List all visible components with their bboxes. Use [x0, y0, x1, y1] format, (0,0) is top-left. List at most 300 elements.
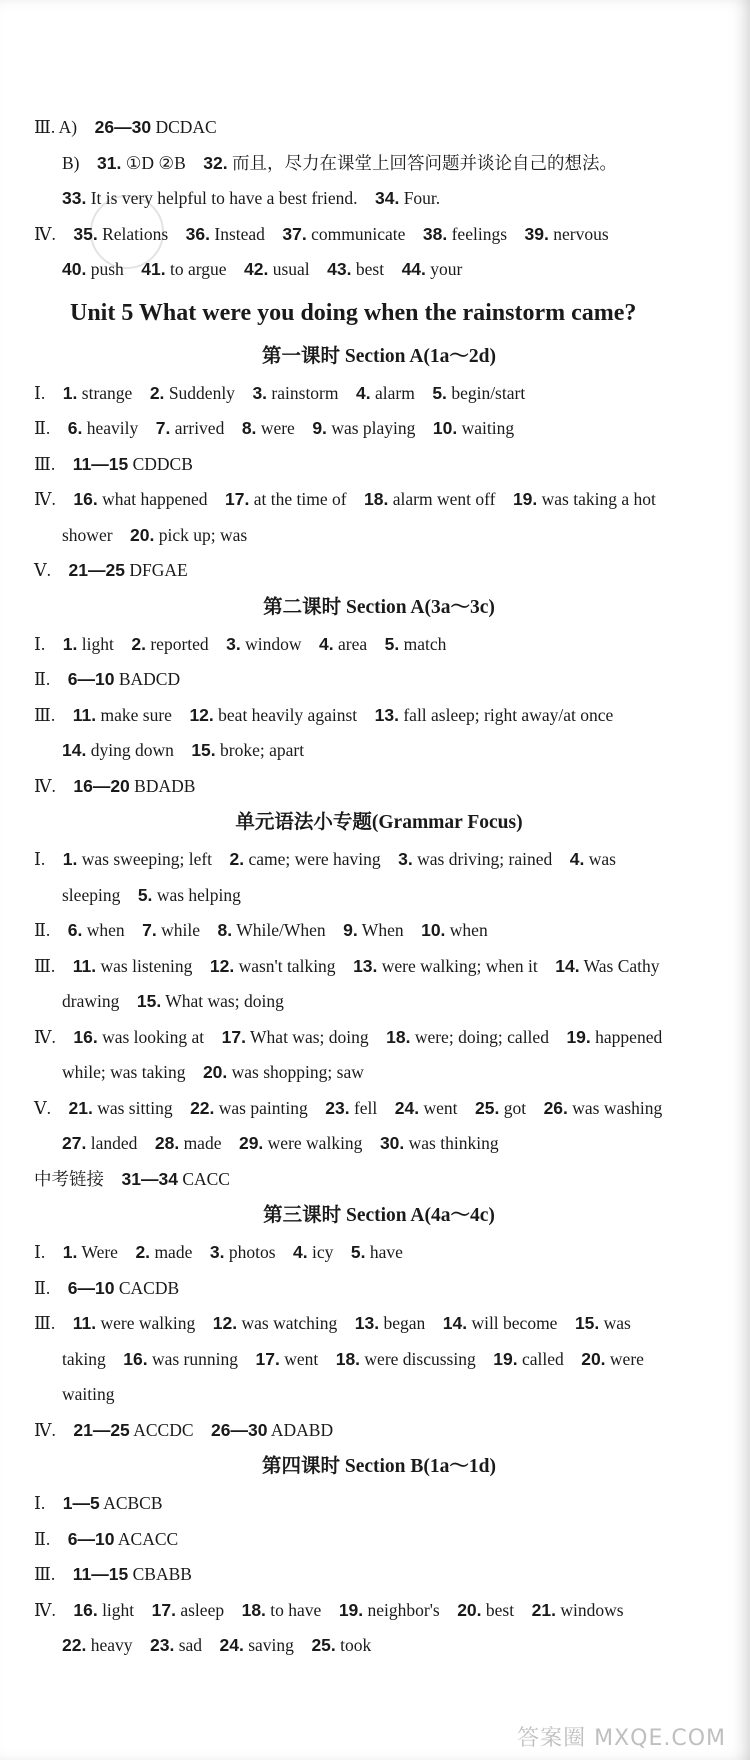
answer-run: 20.: [457, 1599, 482, 1620]
answer-line: [34, 878, 724, 914]
answer-run: 2.: [131, 633, 146, 654]
answer-run: ACACC: [117, 1528, 179, 1549]
answer-run: was taking a hot: [541, 489, 656, 509]
answer-run: 16.: [73, 1026, 98, 1047]
answer-run: went: [423, 1097, 458, 1118]
spacer: [173, 1098, 191, 1118]
answer-run: 18.: [241, 1599, 266, 1620]
spacer: [45, 383, 63, 403]
answer-run: 17.: [255, 1348, 280, 1369]
answer-run: begin/start: [451, 382, 526, 403]
spacer: [132, 383, 150, 403]
answer-run: were: [609, 1348, 644, 1369]
answer-run: was driving; rained: [417, 849, 553, 869]
spacer: [56, 224, 74, 244]
answer-run: 25.: [311, 1635, 336, 1655]
answer-run: made: [183, 1133, 222, 1153]
answer-run: 7.: [142, 920, 157, 940]
answer-run: Ⅱ.: [34, 418, 51, 438]
answer-run: will become: [471, 1313, 558, 1333]
spacer: [51, 1098, 69, 1118]
answer-run: your: [430, 259, 463, 279]
answer-run: communicate: [311, 223, 406, 244]
spacer: [133, 1635, 151, 1655]
answer-line: [34, 1342, 724, 1378]
spacer: [195, 1313, 213, 1333]
answer-run: happened: [595, 1026, 663, 1047]
answer-run: came; were having: [248, 849, 381, 869]
answer-run: 3.: [209, 1242, 225, 1262]
spacer: [209, 634, 227, 654]
spacer: [308, 1098, 326, 1118]
answer-run: ①D ②B: [125, 152, 186, 173]
spacer: [476, 1349, 494, 1369]
spacer: [50, 1529, 68, 1549]
spacer: [50, 920, 68, 940]
answer-run: While/When: [236, 920, 326, 940]
answer-run: 21.: [531, 1599, 556, 1620]
answer-run: 25.: [475, 1097, 500, 1118]
answer-run: 35.: [73, 223, 98, 244]
spacer: [339, 383, 357, 403]
answer-run: 19.: [512, 489, 538, 509]
answer-run: got: [503, 1097, 527, 1118]
answer-run: match: [403, 633, 447, 654]
answer-run: 12.: [209, 955, 235, 976]
answer-run: was thinking: [408, 1133, 499, 1153]
answer-run: 10.: [432, 418, 458, 438]
spacer: [55, 956, 73, 976]
answer-line: [34, 1235, 724, 1271]
answer-run: 44.: [401, 259, 426, 279]
answer-run: 3.: [398, 849, 413, 869]
answer-line: [34, 949, 724, 985]
spacer: [134, 1600, 152, 1620]
answer-run: ACCDC: [133, 1419, 194, 1440]
answer-run: DFGAE: [129, 560, 188, 580]
answer-run: Was Cathy: [583, 955, 660, 976]
answer-run: was washing: [572, 1097, 663, 1118]
spacer: [55, 1313, 73, 1333]
answer-line: [34, 1593, 724, 1629]
answer-run: What was; doing: [250, 1026, 369, 1047]
answer-run: Ⅳ.: [34, 1419, 56, 1440]
answer-line: [34, 1091, 724, 1127]
answer-line: [34, 110, 724, 146]
spacer: [235, 383, 253, 403]
answer-run: 18.: [364, 489, 389, 509]
answer-line: [34, 376, 724, 412]
answer-run: was sweeping; left: [81, 849, 213, 869]
answer-run: made: [154, 1242, 193, 1262]
answer-line: [34, 411, 724, 447]
answer-run: It is very helpful to have a best friend.: [90, 188, 358, 208]
answer-run: 14.: [555, 955, 580, 976]
answer-run: alarm: [374, 382, 415, 403]
spacer: [77, 117, 95, 137]
answer-run: ADABD: [270, 1419, 334, 1440]
answer-run: 11—15: [72, 1564, 129, 1584]
answer-run: neighbor's: [367, 1599, 440, 1620]
answer-run: took: [340, 1635, 372, 1655]
answer-run: Ⅳ.: [34, 223, 56, 244]
answer-run: Ⅳ.: [34, 1026, 56, 1047]
spacer: [326, 920, 344, 940]
answer-line: [34, 842, 724, 878]
answer-run: 40.: [62, 259, 87, 279]
answer-run: 1.: [62, 382, 78, 403]
answer-run: 17.: [221, 1026, 246, 1047]
answer-run: CACDB: [118, 1277, 180, 1298]
answer-run: while; was taking: [62, 1062, 186, 1082]
answer-run: 20.: [130, 524, 155, 545]
answer-run: 29.: [238, 1133, 264, 1153]
spacer: [118, 1242, 136, 1262]
spacer: [208, 489, 226, 509]
answer-run: 13.: [374, 704, 399, 725]
answer-run: best: [485, 1599, 515, 1620]
answer-run: windows: [560, 1599, 624, 1620]
answer-run: 15.: [574, 1313, 600, 1333]
answer-line: [34, 1413, 724, 1449]
spacer: [192, 956, 210, 976]
answer-line: [34, 1557, 724, 1593]
answer-run: when: [86, 920, 125, 940]
answer-run: CBABB: [132, 1564, 192, 1584]
answer-run: 18.: [335, 1348, 361, 1369]
answer-run: 20.: [202, 1062, 228, 1082]
answer-run: 3.: [252, 382, 268, 403]
answer-run: 26—30: [211, 1419, 268, 1440]
answer-run: DCDAC: [155, 117, 217, 137]
answer-run: 4.: [356, 382, 371, 403]
answer-line: [34, 1020, 724, 1056]
answer-run: 22.: [190, 1097, 215, 1118]
answer-line: [34, 217, 724, 253]
spacer: [538, 956, 556, 976]
answer-run: arrived: [174, 418, 225, 438]
answer-run: Ⅴ.: [34, 560, 52, 580]
answer-line: [34, 1126, 724, 1162]
answer-run: 39.: [524, 223, 549, 244]
answer-run: Ⅳ.: [34, 1599, 56, 1620]
spacer: [336, 956, 354, 976]
answer-run: light: [81, 633, 114, 654]
answer-run: 1.: [62, 633, 78, 654]
spacer: [415, 383, 433, 403]
answer-run: Ⅱ.: [34, 920, 51, 940]
spacer: [549, 1027, 567, 1047]
answer-run: 21—25: [68, 560, 125, 580]
spacer: [526, 1098, 544, 1118]
spacer: [119, 991, 137, 1011]
answer-run: 8.: [217, 920, 233, 940]
spacer: [125, 920, 143, 940]
spacer: [358, 188, 376, 208]
answer-run: 5.: [350, 1242, 366, 1262]
answer-run: sad: [178, 1635, 203, 1655]
spacer: [80, 153, 98, 173]
spacer: [45, 634, 63, 654]
answer-run: 16.: [123, 1348, 148, 1369]
answer-run: to have: [270, 1599, 322, 1620]
spacer: [45, 1493, 63, 1513]
answer-line: [34, 447, 724, 483]
unit-title: Unit 5 What were you doing when the rainstorm came?: [70, 299, 637, 326]
answer-run: was looking at: [102, 1026, 205, 1047]
answer-run: 12.: [212, 1313, 238, 1333]
answer-run: fall asleep; right away/at once: [403, 704, 614, 725]
spacer: [56, 1027, 74, 1047]
answer-run: was: [588, 849, 616, 869]
answer-run: Four.: [403, 188, 441, 208]
spacer: [50, 418, 68, 438]
spacer: [104, 1169, 122, 1189]
answer-run: 20.: [581, 1348, 606, 1369]
answer-line: [34, 698, 724, 734]
answer-line: [34, 146, 724, 182]
answer-run: 6—10: [67, 1528, 115, 1549]
answer-line: [34, 1522, 724, 1558]
spacer: [295, 418, 313, 438]
section-heading: 第二课时 Section A(3a～3c): [263, 596, 495, 618]
spacer: [221, 1133, 239, 1153]
spacer: [200, 920, 218, 940]
answer-run: was running: [151, 1348, 238, 1369]
spacer: [138, 418, 156, 438]
answer-run: 4.: [569, 849, 585, 869]
answer-run: 31.: [97, 152, 122, 173]
section-heading: 第一课时 Section A(1a～2d): [261, 345, 496, 367]
answer-line: [34, 913, 724, 949]
answer-line: [34, 181, 724, 217]
answer-run: 42.: [244, 259, 269, 279]
answer-run: 1.: [62, 1242, 78, 1262]
spacer: [50, 1278, 68, 1298]
answer-run: shower: [62, 524, 113, 545]
spacer: [194, 1420, 212, 1440]
answer-run: 19.: [566, 1026, 591, 1047]
spacer: [204, 1027, 222, 1047]
answer-run: 33.: [62, 188, 87, 208]
answer-line: [34, 733, 724, 769]
answer-run: were walking; when it: [381, 955, 538, 976]
answer-run: 38.: [422, 223, 448, 244]
answer-run: strange: [81, 382, 133, 403]
answer-run: went: [284, 1348, 319, 1369]
section-heading: 第三课时 Section A(4a～4c): [263, 1205, 495, 1226]
spacer: [124, 259, 142, 279]
spacer: [321, 1600, 339, 1620]
answer-run: rainstorm: [271, 382, 339, 403]
answer-run: saving: [248, 1635, 294, 1655]
answer-run: at the time of: [253, 489, 347, 509]
answer-run: Ⅰ.: [34, 382, 46, 403]
answer-run: window: [245, 633, 302, 654]
answer-run: Relations: [102, 223, 169, 244]
spacer: [552, 849, 570, 869]
answer-run: 19.: [493, 1348, 518, 1369]
answer-run: push: [90, 259, 124, 279]
spacer: [310, 259, 328, 279]
answer-run: 11.: [72, 704, 97, 725]
answer-run: 17.: [151, 1599, 176, 1620]
answer-run: What was; doing: [165, 991, 284, 1011]
spacer: [302, 634, 320, 654]
answer-line: [34, 984, 724, 1020]
answer-run: waiting: [461, 418, 515, 438]
answer-run: 12.: [189, 704, 214, 725]
answer-run: BADCD: [118, 669, 181, 689]
answer-line: [34, 482, 724, 518]
answer-run: alarm went off: [392, 489, 496, 509]
answer-run: best: [355, 259, 385, 279]
answer-run: have: [369, 1242, 403, 1262]
spacer: [507, 224, 525, 244]
answer-run: were discussing: [364, 1348, 476, 1369]
answer-run: Ⅱ.: [34, 669, 51, 689]
answer-run: Ⅳ.: [34, 489, 56, 509]
answer-run: 5.: [432, 382, 447, 403]
answer-run: 6—10: [67, 669, 115, 689]
spacer: [265, 224, 283, 244]
spacer: [56, 1600, 74, 1620]
spacer: [224, 418, 242, 438]
spacer: [114, 634, 132, 654]
answer-run: 28.: [154, 1133, 180, 1153]
answer-run: Instead: [214, 223, 265, 244]
answer-run: 26.: [543, 1097, 568, 1118]
answer-run: 6.: [67, 920, 83, 940]
spacer: [276, 1242, 294, 1262]
answer-run: taking: [62, 1348, 106, 1369]
answer-run: was painting: [218, 1097, 308, 1118]
answer-run: CDDCB: [132, 453, 193, 474]
answer-run: asleep: [180, 1599, 225, 1620]
answer-run: 24.: [219, 1635, 244, 1655]
spacer: [294, 1635, 312, 1655]
answer-run: reported: [150, 633, 209, 654]
answer-run: Suddenly: [168, 382, 235, 403]
spacer: [458, 1098, 476, 1118]
answer-run: Ⅴ.: [34, 1097, 52, 1118]
answer-run: 16—20: [73, 775, 130, 796]
spacer: [50, 669, 68, 689]
answer-run: light: [102, 1599, 135, 1620]
answer-run: broke; apart: [220, 740, 305, 760]
answer-run: 11.: [72, 1313, 97, 1333]
answer-run: sleeping: [62, 884, 121, 905]
answer-run: nervous: [553, 223, 609, 244]
answer-run: Ⅰ.: [34, 849, 46, 869]
answer-run: Ⅲ.: [34, 955, 56, 976]
answer-line: [34, 1162, 724, 1198]
spacer: [192, 1242, 210, 1262]
spacer: [333, 1242, 351, 1262]
answer-run: B): [62, 152, 80, 173]
answer-run: beat heavily against: [218, 704, 358, 725]
answer-run: 14.: [62, 740, 87, 760]
answer-run: Ⅰ.: [34, 1493, 46, 1513]
spacer: [369, 1027, 387, 1047]
answer-run: 4.: [293, 1242, 308, 1262]
spacer: [495, 489, 513, 509]
answer-run: photos: [228, 1242, 276, 1262]
spacer: [347, 489, 365, 509]
answer-run: were: [260, 418, 295, 438]
answer-run: ACBCB: [103, 1493, 163, 1513]
answer-run: were; doing; called: [414, 1026, 549, 1047]
spacer: [168, 224, 186, 244]
answer-run: 2.: [229, 849, 245, 869]
answer-run: was listening: [100, 955, 193, 976]
spacer: [137, 1133, 155, 1153]
answer-run: Ⅱ.: [34, 1277, 51, 1298]
answer-run: was shopping; saw: [231, 1062, 364, 1082]
answer-run: Ⅲ. A): [34, 117, 78, 137]
spacer: [557, 1313, 575, 1333]
answer-line: [34, 1306, 724, 1342]
spacer: [318, 1349, 336, 1369]
answer-run: dying down: [90, 740, 174, 760]
spacer: [172, 705, 190, 725]
answer-run: 中考链接: [34, 1169, 104, 1190]
spacer: [227, 259, 245, 279]
answer-run: Ⅲ.: [34, 1564, 56, 1584]
answer-run: 43.: [327, 259, 352, 279]
answer-run: 32.: [203, 152, 228, 173]
answer-run: 17.: [225, 489, 250, 509]
answer-run: 1.: [62, 849, 78, 869]
answer-run: usual: [272, 259, 310, 279]
answer-run: 21—25: [73, 1419, 130, 1440]
spacer: [202, 1635, 220, 1655]
answer-line: [34, 553, 724, 589]
spacer: [564, 1349, 582, 1369]
answer-run: 13.: [353, 955, 378, 976]
answer-run: 15.: [191, 740, 216, 760]
answer-run: 2.: [149, 382, 165, 403]
answer-run: 5.: [137, 884, 153, 905]
site-watermark: 答案圈 MXQE.COM: [517, 1726, 726, 1751]
spacer: [212, 849, 230, 869]
answer-run: what happened: [102, 489, 208, 509]
answer-run: Ⅱ.: [34, 1528, 51, 1549]
spacer: [185, 1062, 203, 1082]
answer-content: [34, 110, 724, 1664]
answer-run: 4.: [319, 633, 334, 654]
section-heading: 单元语法小专题(Grammar Focus): [235, 812, 523, 833]
answer-line: [34, 1486, 724, 1522]
spacer: [56, 776, 74, 796]
spacer: [45, 1242, 63, 1262]
answer-run: 23.: [325, 1097, 350, 1118]
answer-run: 27.: [62, 1133, 87, 1153]
answer-run: Ⅰ.: [34, 1242, 46, 1262]
answer-run: 9.: [312, 418, 327, 438]
spacer: [55, 705, 73, 725]
answer-run: was playing: [331, 418, 416, 438]
answer-run: Ⅲ.: [34, 704, 56, 725]
answer-run: 10.: [421, 920, 446, 940]
answer-run: 36.: [185, 223, 210, 244]
answer-run: icy: [312, 1242, 334, 1262]
spacer: [186, 153, 204, 173]
spacer: [381, 849, 399, 869]
answer-run: to argue: [169, 259, 227, 279]
answer-run: 26—30: [94, 117, 152, 137]
spacer: [51, 560, 69, 580]
